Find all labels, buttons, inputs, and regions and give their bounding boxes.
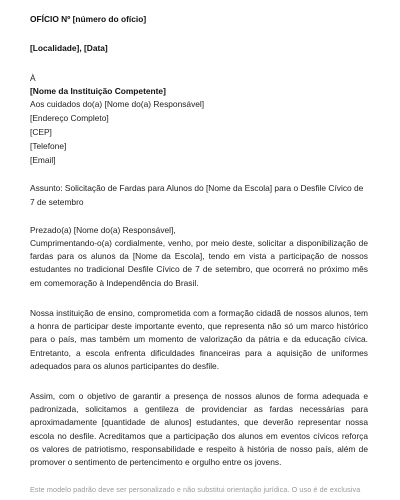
place-date: [Localidade], [Data] xyxy=(30,43,108,53)
footer-notice: Este modelo padrão deve ser personalizado e não substitui orientação jurídica. O uso é de exclusiva xyxy=(30,485,361,494)
oficio-title: OFÍCIO Nº [número do ofício] xyxy=(30,14,147,24)
subject-line-1: Assunto: Solicitação de Fardas para Alunos do [Nome da Escola] para o Desfile Cívico de xyxy=(30,183,364,193)
subject-line-2: 7 de setembro xyxy=(30,197,84,207)
body-paragraph-2: Nossa instituição de ensino, comprometida com a formação cidadã de nossos alunos, tem a honra de participar deste importante evento, que representa não só um marco histórico para o país, mas também um momento de valorização da pátria e da educação cívica. Entretanto, a escola enfrenta dificuldades financeiras para a aquisição de uniformes adequados para os alunos participantes do desfile. xyxy=(30,308,368,371)
salutation: Prezado(a) [Nome do(a) Responsável], xyxy=(30,225,176,235)
recipient-email: [Email] xyxy=(30,155,56,165)
body-paragraph-1: Cumprimentando-o(a) cordialmente, venho, por meio deste, solicitar a disponibilização de fardas para os alunos da [Nome da Escola], tendo em vista a participação de nossos estudantes no tradicional Desfile Cívico de 7 de setembro, que ocorrerá no próximo mês em comemoração à Independência do Brasil. xyxy=(30,238,368,288)
recipient-institution: [Nome da Instituição Competente] xyxy=(30,86,166,96)
recipient-to: À xyxy=(30,73,36,83)
recipient-cep: [CEP] xyxy=(30,127,52,137)
recipient-attention: Aos cuidados do(a) [Nome do(a) Responsável] xyxy=(30,99,205,109)
recipient-address: [Endereço Completo] xyxy=(30,113,109,123)
recipient-phone: [Telefone] xyxy=(30,141,67,151)
body-paragraph-3: Assim, com o objetivo de garantir a presença de nossos alunos de forma adequada e padronizada, solicitamos a gentileza de providenciar as fardas necessárias para aproximadamente [quantidade de alunos] estudantes, que deverão representar nossa escola no desfile. Acreditamos que a participação dos alunos em eventos cívicos reforça os valores de patriotismo, responsabilidade e respeito à história de nosso país, além de promover o sentimento de pertencimento e orgulho entre os jovens. xyxy=(30,391,368,468)
